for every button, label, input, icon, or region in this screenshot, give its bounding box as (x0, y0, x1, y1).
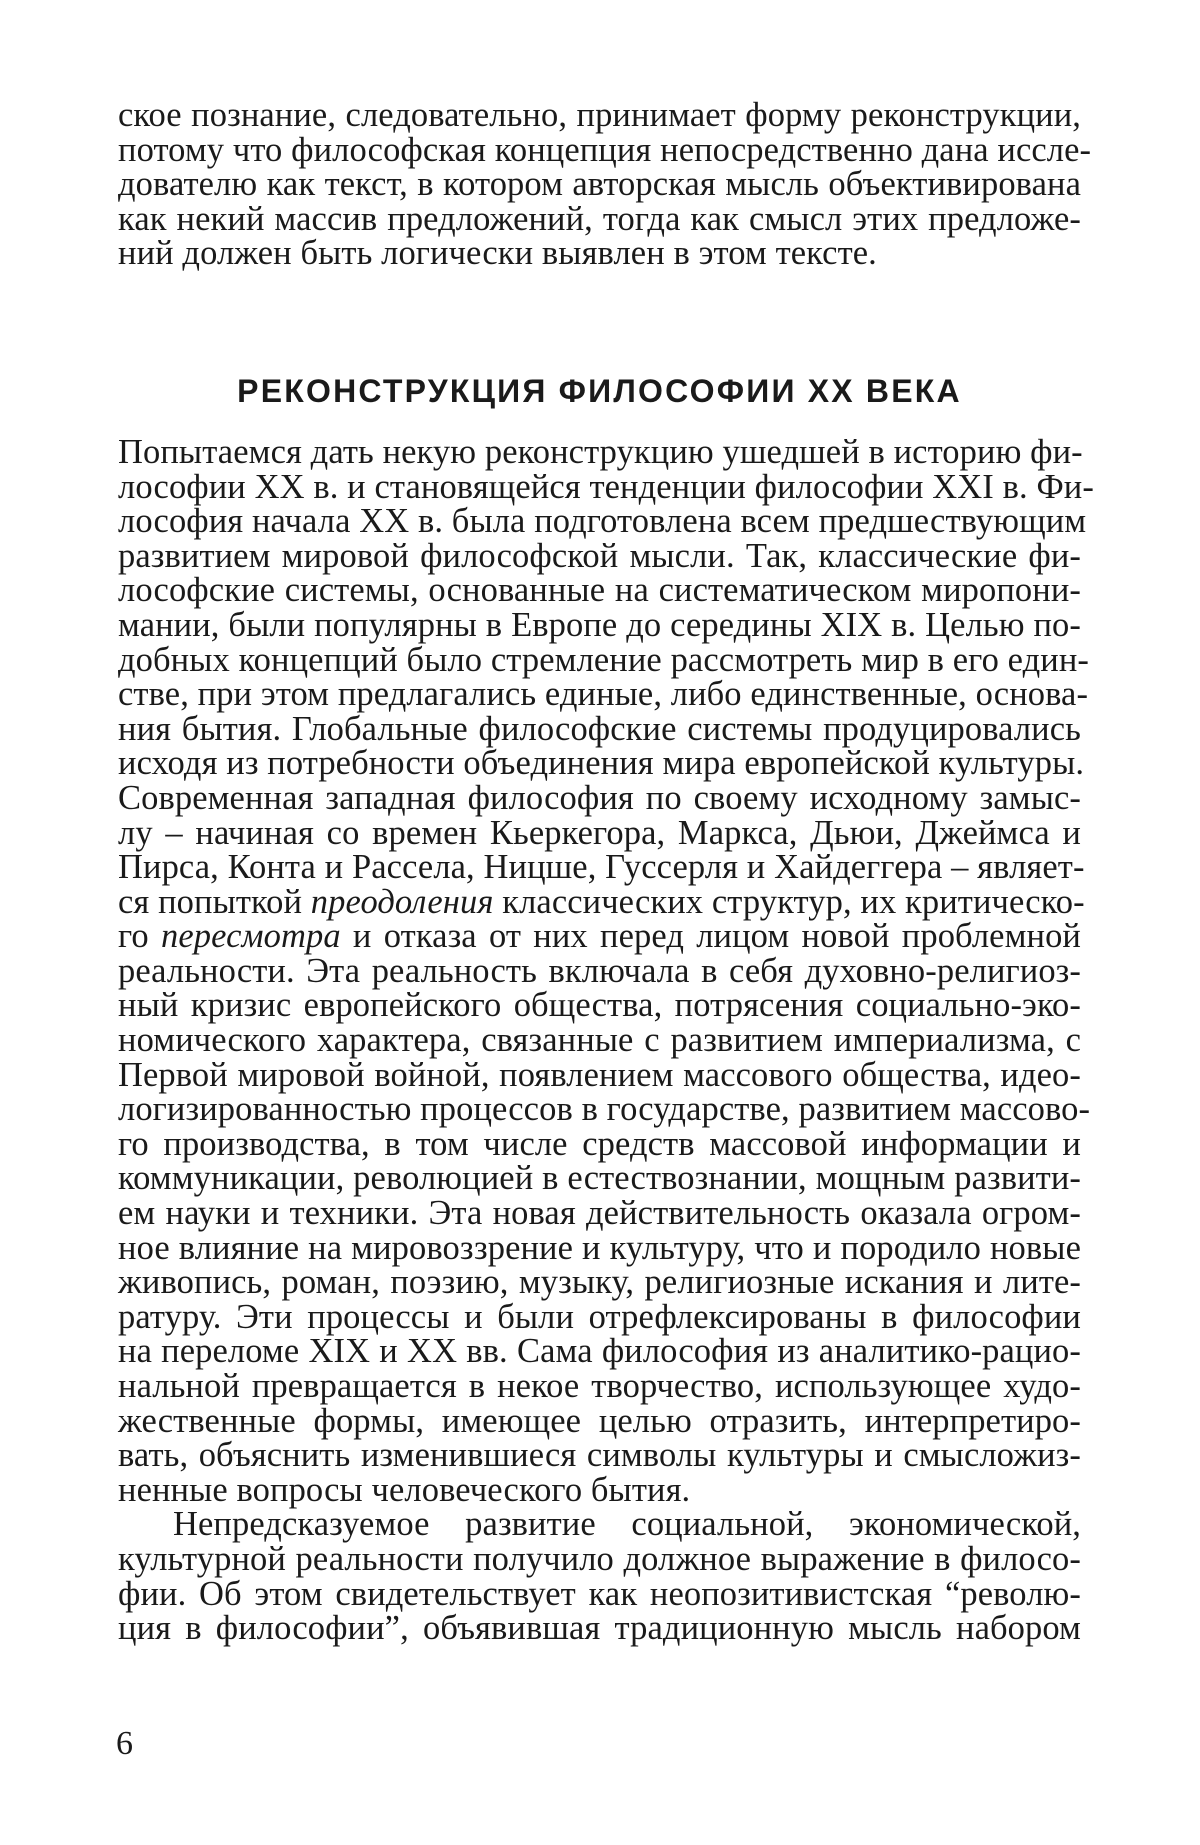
text-line (118, 919, 1081, 954)
text-line: культурной реальности получило должное выражение в филосо- (118, 1539, 1081, 1578)
text-line: исходя из потребности объединения мира европейской культуры. (118, 744, 1085, 783)
text-line: ный кризис европейского общества, потрясения социально-эко- (118, 986, 1081, 1025)
text-line: номического характера, связанные с развитием империализма, с (118, 1021, 1081, 1060)
text-line: Непредсказуемое развитие социальной, экономической, (173, 1505, 1081, 1544)
paragraph-2 (118, 1505, 1081, 1648)
text-line: Первой мировой войной, появлением массового общества, идео- (118, 1055, 1081, 1094)
text-line: потому что философская концепция непосредственно дана иссле- (118, 130, 1092, 169)
text-line: развитием мировой философской мысли. Так, классические фи- (118, 536, 1081, 575)
page-body (118, 96, 1094, 1648)
text-line: вать, объяснить изменившиеся символы культуры и смысложиз- (118, 1436, 1081, 1475)
text-line: ское познание, следовательно, принимает форму реконструкции, (118, 96, 1081, 134)
text-line: фии. Об этом свидетельствует как неопозитивистская “револю- (118, 1574, 1081, 1613)
text-line: ния бытия. Глобальные философские системы продуцировались (118, 709, 1081, 748)
italic-term-revision: пересмотра (161, 917, 341, 956)
text-line: дователю как текст, в котором авторская мысль объективирована (118, 165, 1081, 204)
text-line: нальной превращается в некое творчество, использующее худо- (118, 1367, 1081, 1405)
text-line: стве, при этом предлагались единые, либо единственные, основа- (118, 675, 1089, 714)
text-line: реальности. Эта реальность включала в себя духовно-религиоз- (118, 951, 1081, 990)
text-line: ция в философии”, объявившая традиционную мысль набором (118, 1609, 1081, 1648)
section-heading: РЕКОНСТРУКЦИЯ ФИЛОСОФИИ XX ВЕКА (237, 372, 962, 409)
text-line: живопись, роман, поэзию, музыку, религиозные искания и лите- (118, 1263, 1081, 1302)
text-line: ное влияние на мировоззрение и культуру, что и породило новые (118, 1228, 1081, 1267)
text-line: Современная западная философия по своему исходному замыс- (118, 778, 1081, 817)
text-line: добных концепций было стремление рассмотреть мир в его един- (118, 640, 1089, 679)
text-line: Пирса, Конта и Рассела, Ницше, Гуссерля и Хайдеггера – являет- (118, 848, 1085, 887)
italic-term-overcoming: преодоления (310, 882, 494, 921)
text-line: го производства, в том числе средств массовой информации и (118, 1124, 1081, 1163)
text-line: как некий массив предложений, тогда как смысл этих предложе- (118, 199, 1081, 238)
text-line: лософия начала XX в. была подготовлена всем предшествующим (118, 502, 1087, 541)
text-run: и отказа от них перед лицом новой проблемной (340, 917, 1081, 956)
text-line: коммуникации, революцией в естествознании, мощным развити- (118, 1159, 1081, 1198)
text-run: классических структур, их критическо- (493, 882, 1085, 921)
text-run: ся попыткой (118, 882, 311, 921)
text-line: Попытаемся дать некую реконструкцию ушедшей в историю фи- (118, 432, 1083, 471)
text-line: лософские системы, основанные на систематическом миропони- (118, 571, 1081, 610)
text-line: логизированностью процессов в государстве, развитием массово- (118, 1090, 1091, 1129)
text-line: ний должен быть логически выявлен в этом тексте. (118, 234, 877, 273)
text-line: ем науки и техники. Эта новая действительность оказала огром- (118, 1194, 1081, 1233)
text-line: на переломе XIX и XX вв. Сама философия из аналитико-рацио- (118, 1332, 1081, 1371)
text-line: жественные формы, имеющее целью отразить, интерпретиро- (118, 1401, 1081, 1440)
text-line (118, 882, 1085, 921)
text-line: ненные вопросы человеческого бытия. (118, 1470, 691, 1509)
text-line: лу – начиная со времен Кьеркегора, Маркса, Дьюи, Джеймса и (118, 813, 1081, 852)
text-line: лософии XX в. и становящейся тенденции философии XXI в. Фи- (118, 467, 1094, 506)
text-line: мании, были популярны в Европе до середины XIX в. Целью по- (118, 605, 1081, 644)
intro-paragraph (118, 96, 1092, 273)
text-line: ратуру. Эти процессы и были отрефлексированы в философии (118, 1297, 1081, 1336)
paragraph-1 (118, 432, 1094, 1509)
page-number: 6 (116, 1725, 133, 1762)
text-run: го (118, 917, 161, 956)
